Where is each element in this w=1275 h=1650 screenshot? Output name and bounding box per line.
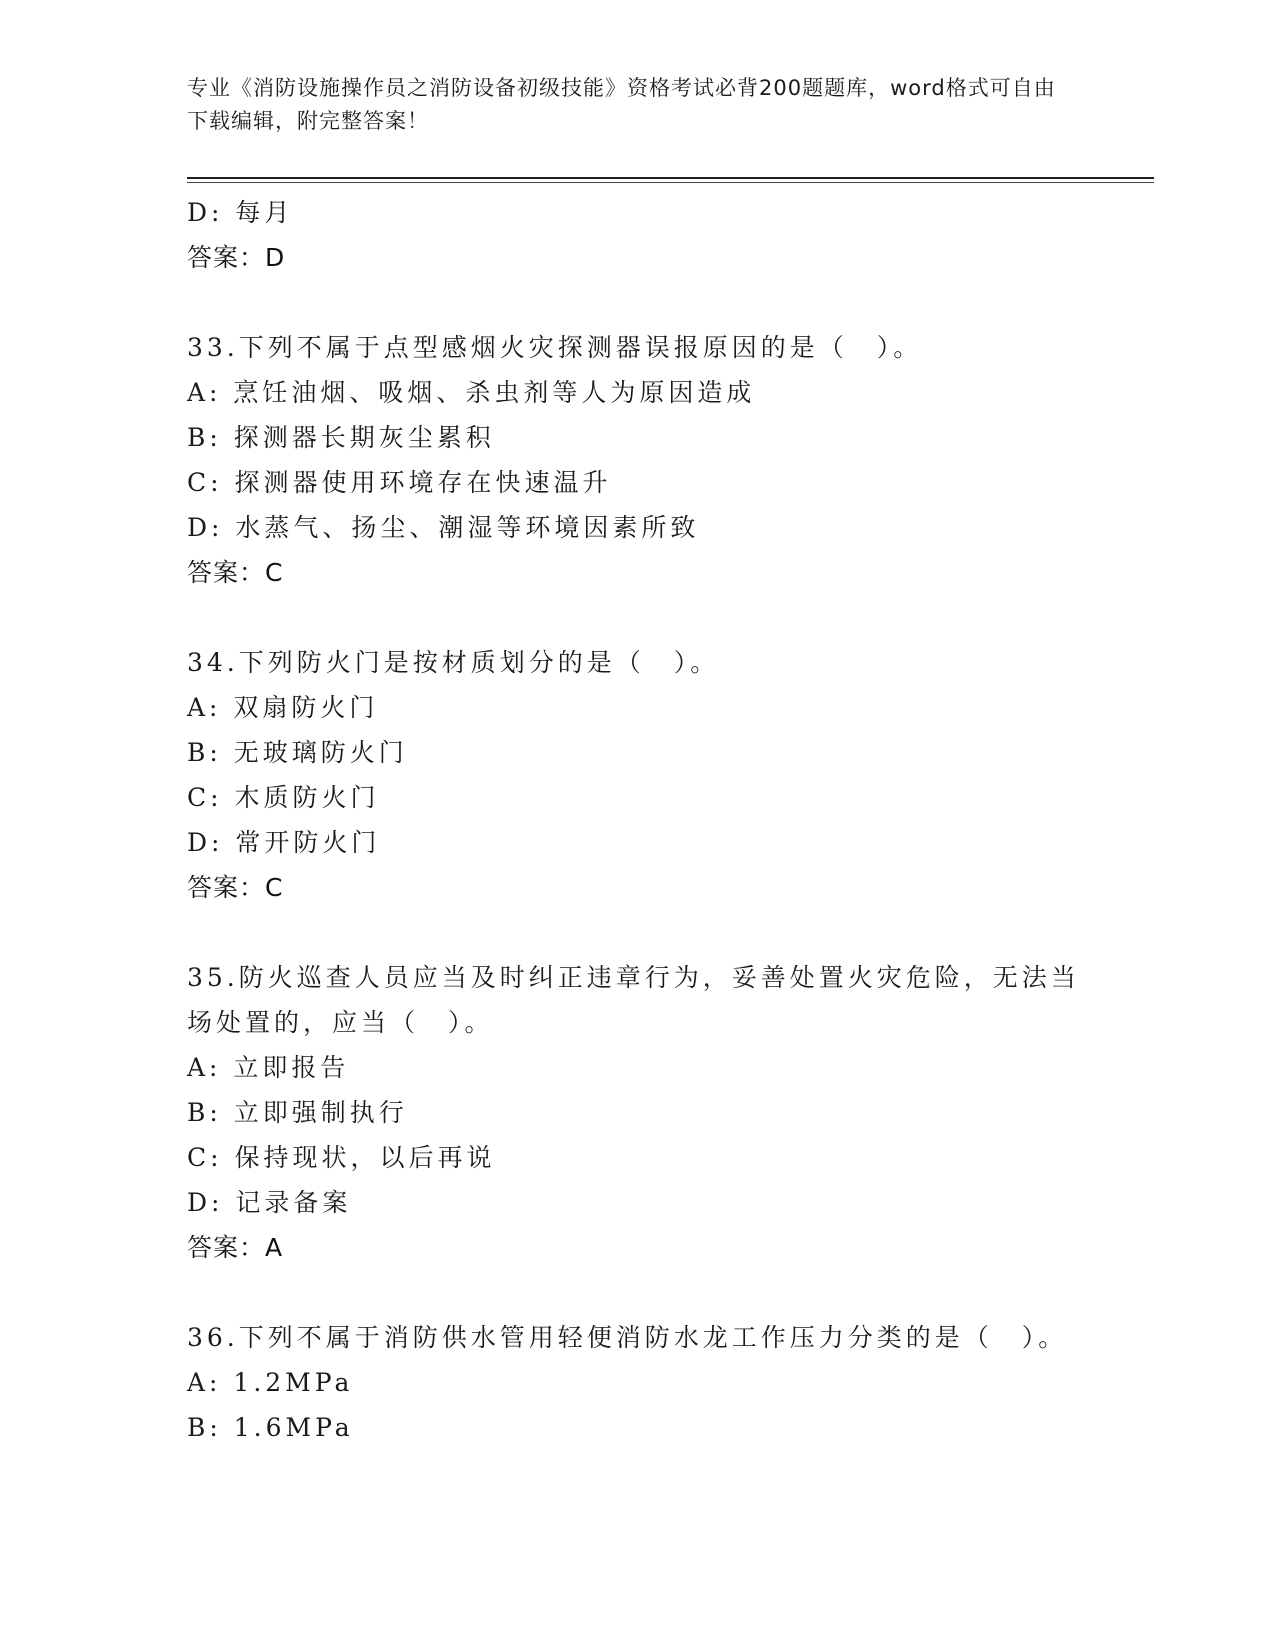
answer-line: 答案：C	[187, 873, 284, 902]
question-list	[187, 190, 1087, 1450]
spacer	[187, 1270, 1087, 1315]
question-stem: 33.下列不属于点型感烟火灾探测器误报原因的是（ ）。	[187, 333, 923, 362]
option-d: D: 每月	[187, 198, 294, 227]
answer-line: 答案：C	[187, 558, 284, 587]
option-d: D: 记录备案	[187, 1188, 352, 1217]
option-a: A: 双扇防火门	[187, 693, 379, 722]
header-divider-thin	[187, 182, 1154, 183]
spacer	[187, 280, 1087, 325]
question-stem: 36.下列不属于消防供水管用轻便消防水龙工作压力分类的是（ ）。	[187, 1323, 1068, 1352]
option-b: B: 立即强制执行	[187, 1098, 408, 1127]
question-35	[187, 955, 1087, 1270]
document-header: 专业《消防设施操作员之消防设备初级技能》资格考试必背200题题库，word格式可自由下载编辑，附完整答案！	[187, 76, 1056, 133]
answer-line: 答案：A	[187, 1233, 284, 1262]
option-c: C: 探测器使用环境存在快速温升	[187, 468, 612, 497]
option-b: B: 探测器长期灰尘累积	[187, 423, 495, 452]
option-b: B: 1.6MPa	[187, 1413, 354, 1442]
option-d: D: 常开防火门	[187, 828, 381, 857]
question-stem: 34.下列防火门是按材质划分的是（ ）。	[187, 648, 720, 677]
question-33	[187, 325, 1087, 595]
answer-line: 答案：D	[187, 243, 286, 272]
option-b: B: 无玻璃防火门	[187, 738, 408, 767]
spacer	[187, 910, 1087, 955]
spacer	[187, 595, 1087, 640]
question-36	[187, 1315, 1087, 1450]
question-stem: 35.防火巡查人员应当及时纠正违章行为，妥善处置火灾危险，无法当场处置的，应当（ ）。	[187, 963, 1080, 1037]
option-c: C: 保持现状，以后再说	[187, 1143, 496, 1172]
option-a: A: 立即报告	[187, 1053, 350, 1082]
option-c: C: 木质防火门	[187, 783, 380, 812]
option-a: A: 1.2MPa	[187, 1368, 354, 1397]
question-34	[187, 640, 1087, 910]
header-divider-thick	[187, 177, 1154, 179]
option-d: D: 水蒸气、扬尘、潮湿等环境因素所致	[187, 513, 700, 542]
option-a: A: 烹饪油烟、吸烟、杀虫剂等人为原因造成	[187, 378, 756, 407]
